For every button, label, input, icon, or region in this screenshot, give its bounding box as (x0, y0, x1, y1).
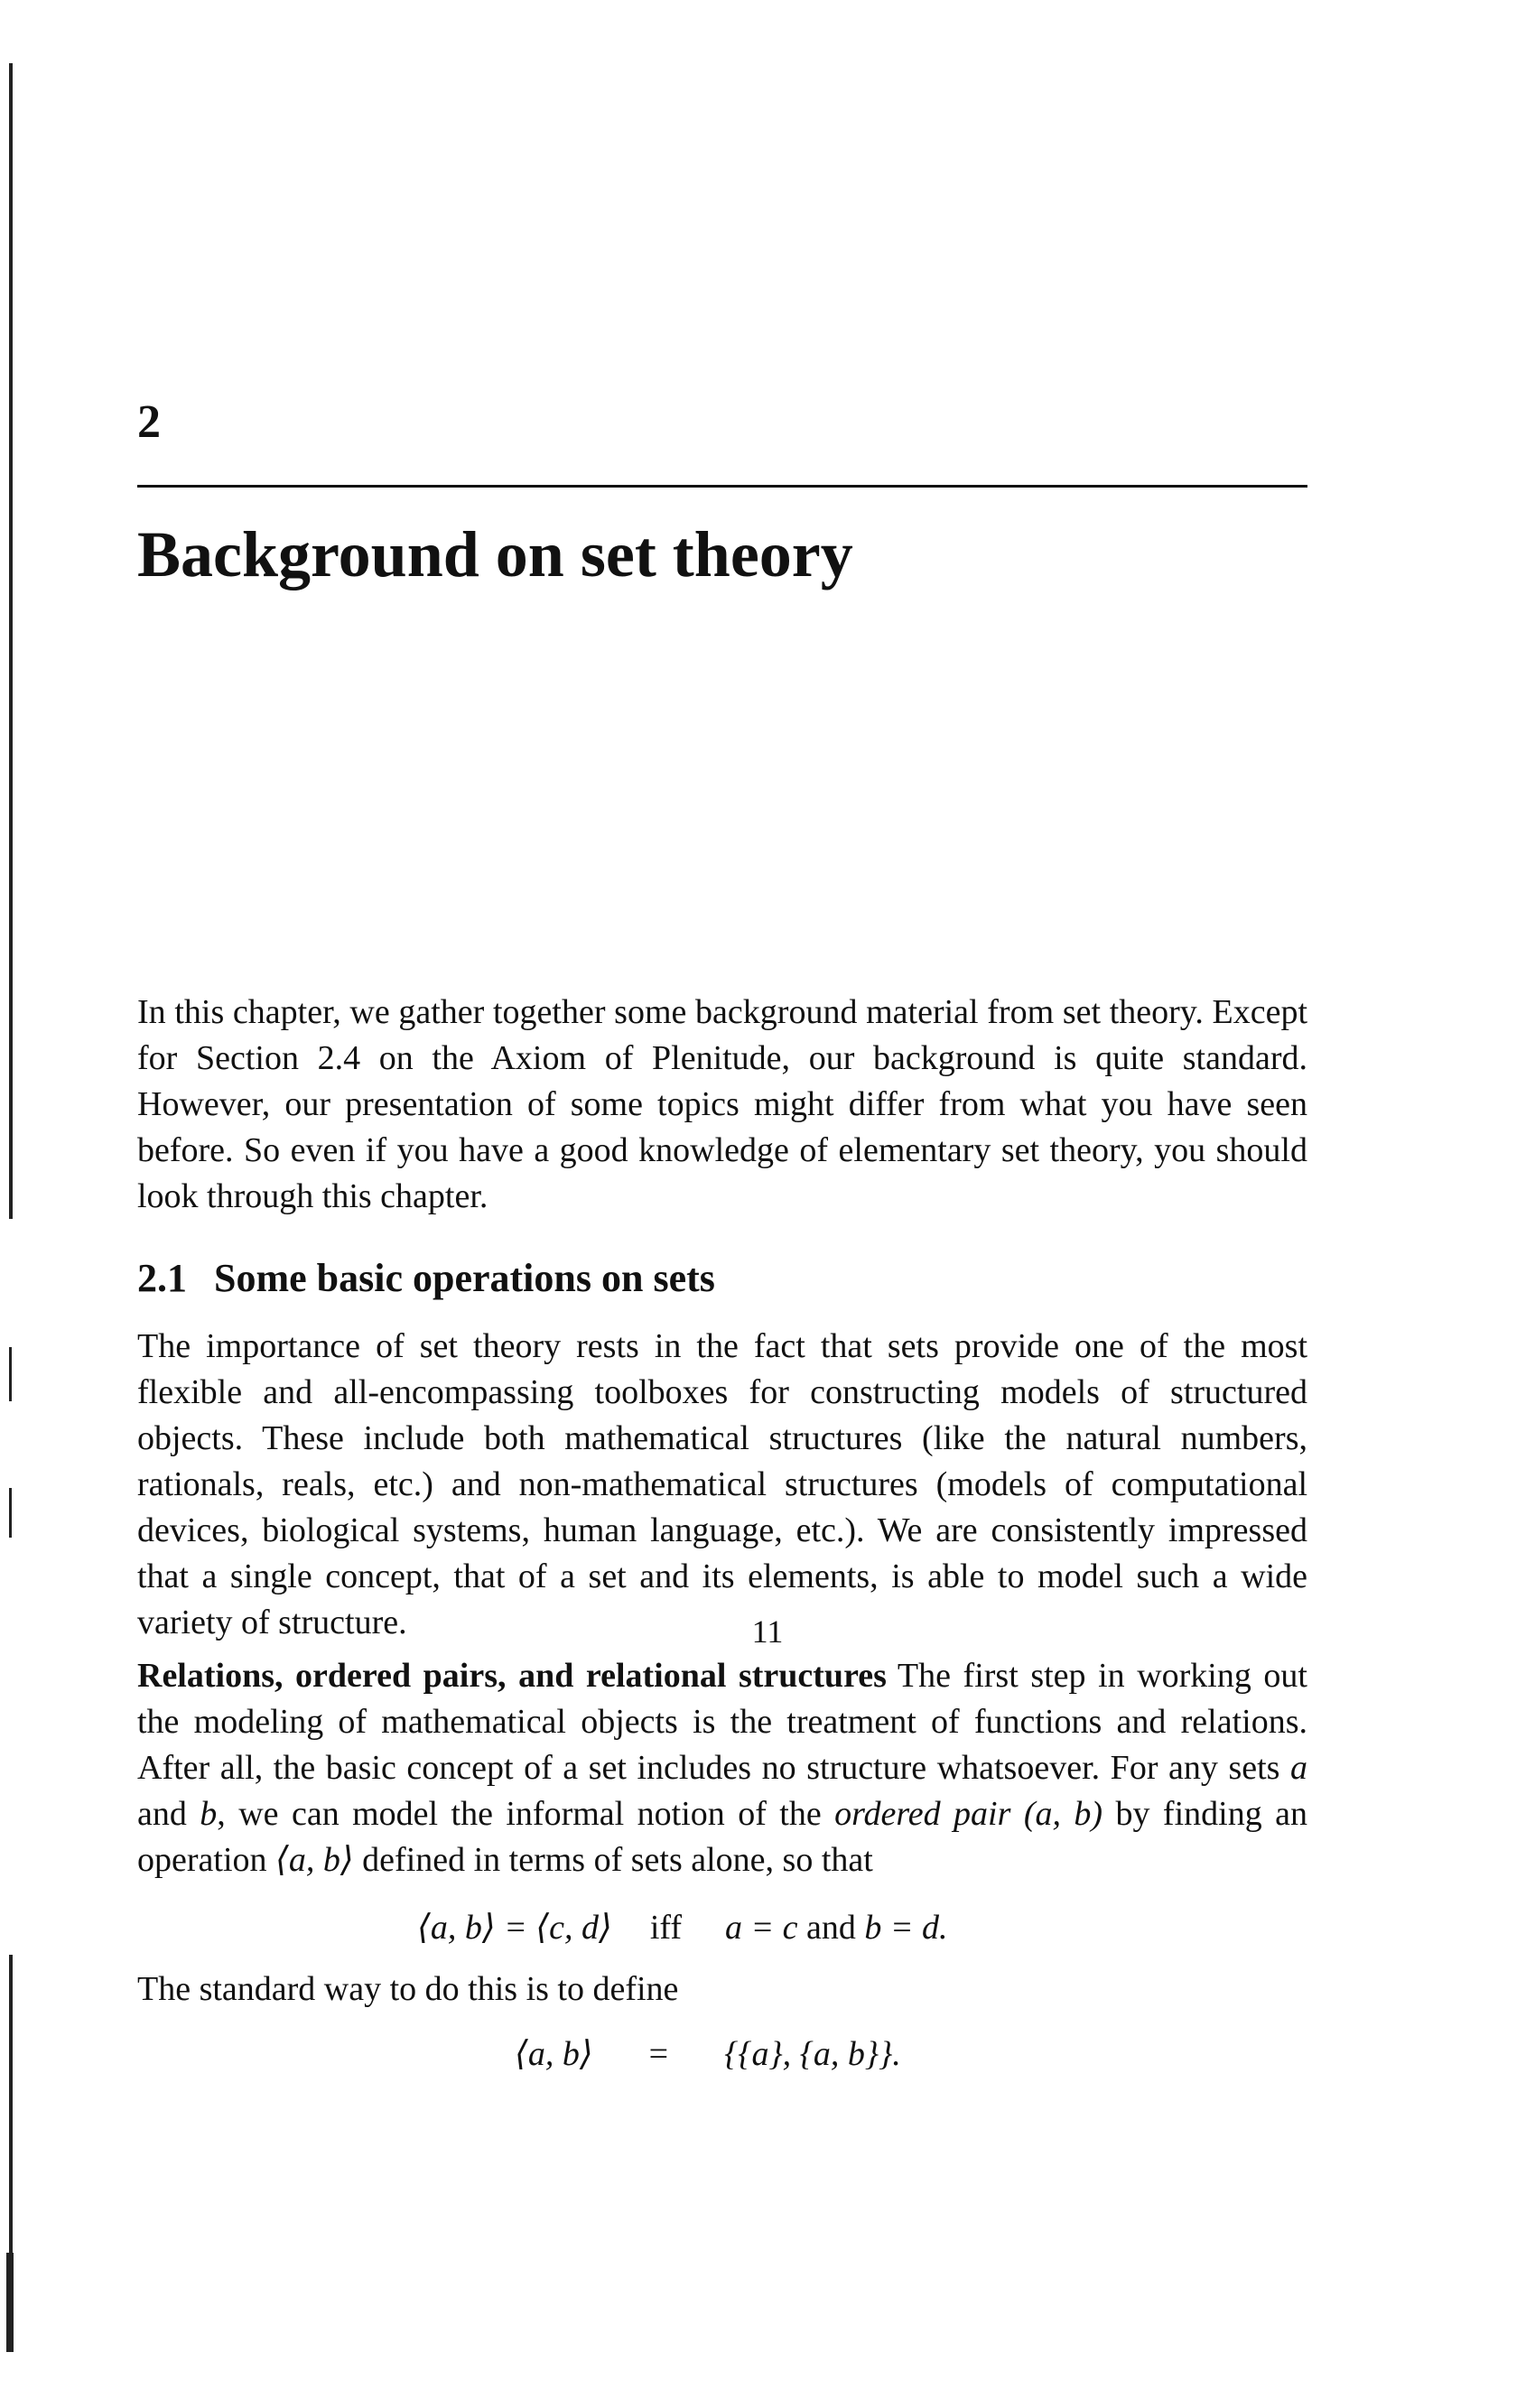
scan-mark (9, 1347, 12, 1401)
para2-text-3: , we can model the informal notion of the (217, 1795, 835, 1833)
section-heading (137, 1256, 715, 1300)
para2-text-1: The first step in working out the modeling of mathematical objects is the treatment of functions and relations. After all, the basic concept of a set includes no structure whatsoever. For any sets (137, 1657, 1307, 1787)
chapter-divider (137, 485, 1307, 488)
eq2-lhs: ⟨a, b⟩ (515, 2035, 593, 2073)
section-paragraph-3: The standard way to do this is to define (137, 1970, 679, 2008)
section-body (137, 1324, 1307, 1883)
eq1-lhs: ⟨a, b⟩ = ⟨c, d⟩ (417, 1909, 612, 1947)
eq2-rhs: {{a}, {a, b}}. (724, 2035, 901, 2073)
scan-mark (9, 63, 13, 1219)
var-a: a (1290, 1749, 1307, 1787)
eq2-eq: = (648, 2035, 669, 2073)
chapter-number: 2 (137, 396, 161, 448)
runin-heading: Relations, ordered pairs, and relational structures (137, 1657, 887, 1695)
scan-mark (6, 2253, 14, 2352)
intro-paragraph: In this chapter, we gather together some background material from set theory. Except for Section 2.4 on the Axiom of Plenitude, our background is quite standard. However, our presentation of some topics might differ from what you have seen before. So even if you have a good knowledge of elementary set theory, you should look through this chapter. (137, 993, 1307, 1215)
para2-text-5: by finding an operation (137, 1795, 1307, 1879)
var-b: b (200, 1795, 218, 1833)
section-paragraph-1: The importance of set theory rests in the fact that sets provide one of the most flexible and all-encompassing toolboxes for constructing models of structured objects. These include both mathematical structures (like the natural numbers, rationals, reals, etc.) and non-mathematical structures (models of computational devices, biological systems, human language, etc.). We are consistently impressed that a single concept, that of a set and its elements, is able to model such a wide variety of structure. (137, 1327, 1307, 1641)
eq1-iff: iff (649, 1909, 682, 1947)
paragraph-3-block (137, 1966, 1307, 2013)
section-number: 2.1 (137, 1256, 187, 1300)
eq1-rhs-1: a = c (725, 1909, 798, 1947)
scan-mark (9, 1488, 12, 1538)
intro-block (137, 990, 1307, 1220)
equation-pair-definition (515, 2037, 901, 2071)
section-paragraph-2 (137, 1653, 1307, 1883)
pair-paren: (a, b) (1023, 1795, 1103, 1833)
para2-text-4 (1010, 1795, 1023, 1833)
para2-text-6: defined in terms of sets alone, so that (353, 1841, 873, 1879)
pair-angle: ⟨a, b⟩ (275, 1841, 354, 1879)
eq1-and: and (806, 1909, 856, 1947)
equation-ordered-pair-equality (417, 1911, 948, 1945)
page-number: 11 (751, 1613, 784, 1650)
chapter-title: Background on set theory (137, 518, 853, 590)
emphasized-term: ordered pair (834, 1795, 1011, 1833)
scan-mark (9, 1955, 13, 2253)
eq1-rhs-2: b = d. (864, 1909, 948, 1947)
para2-text-2: and (137, 1795, 200, 1833)
section-title: Some basic operations on sets (214, 1256, 715, 1300)
